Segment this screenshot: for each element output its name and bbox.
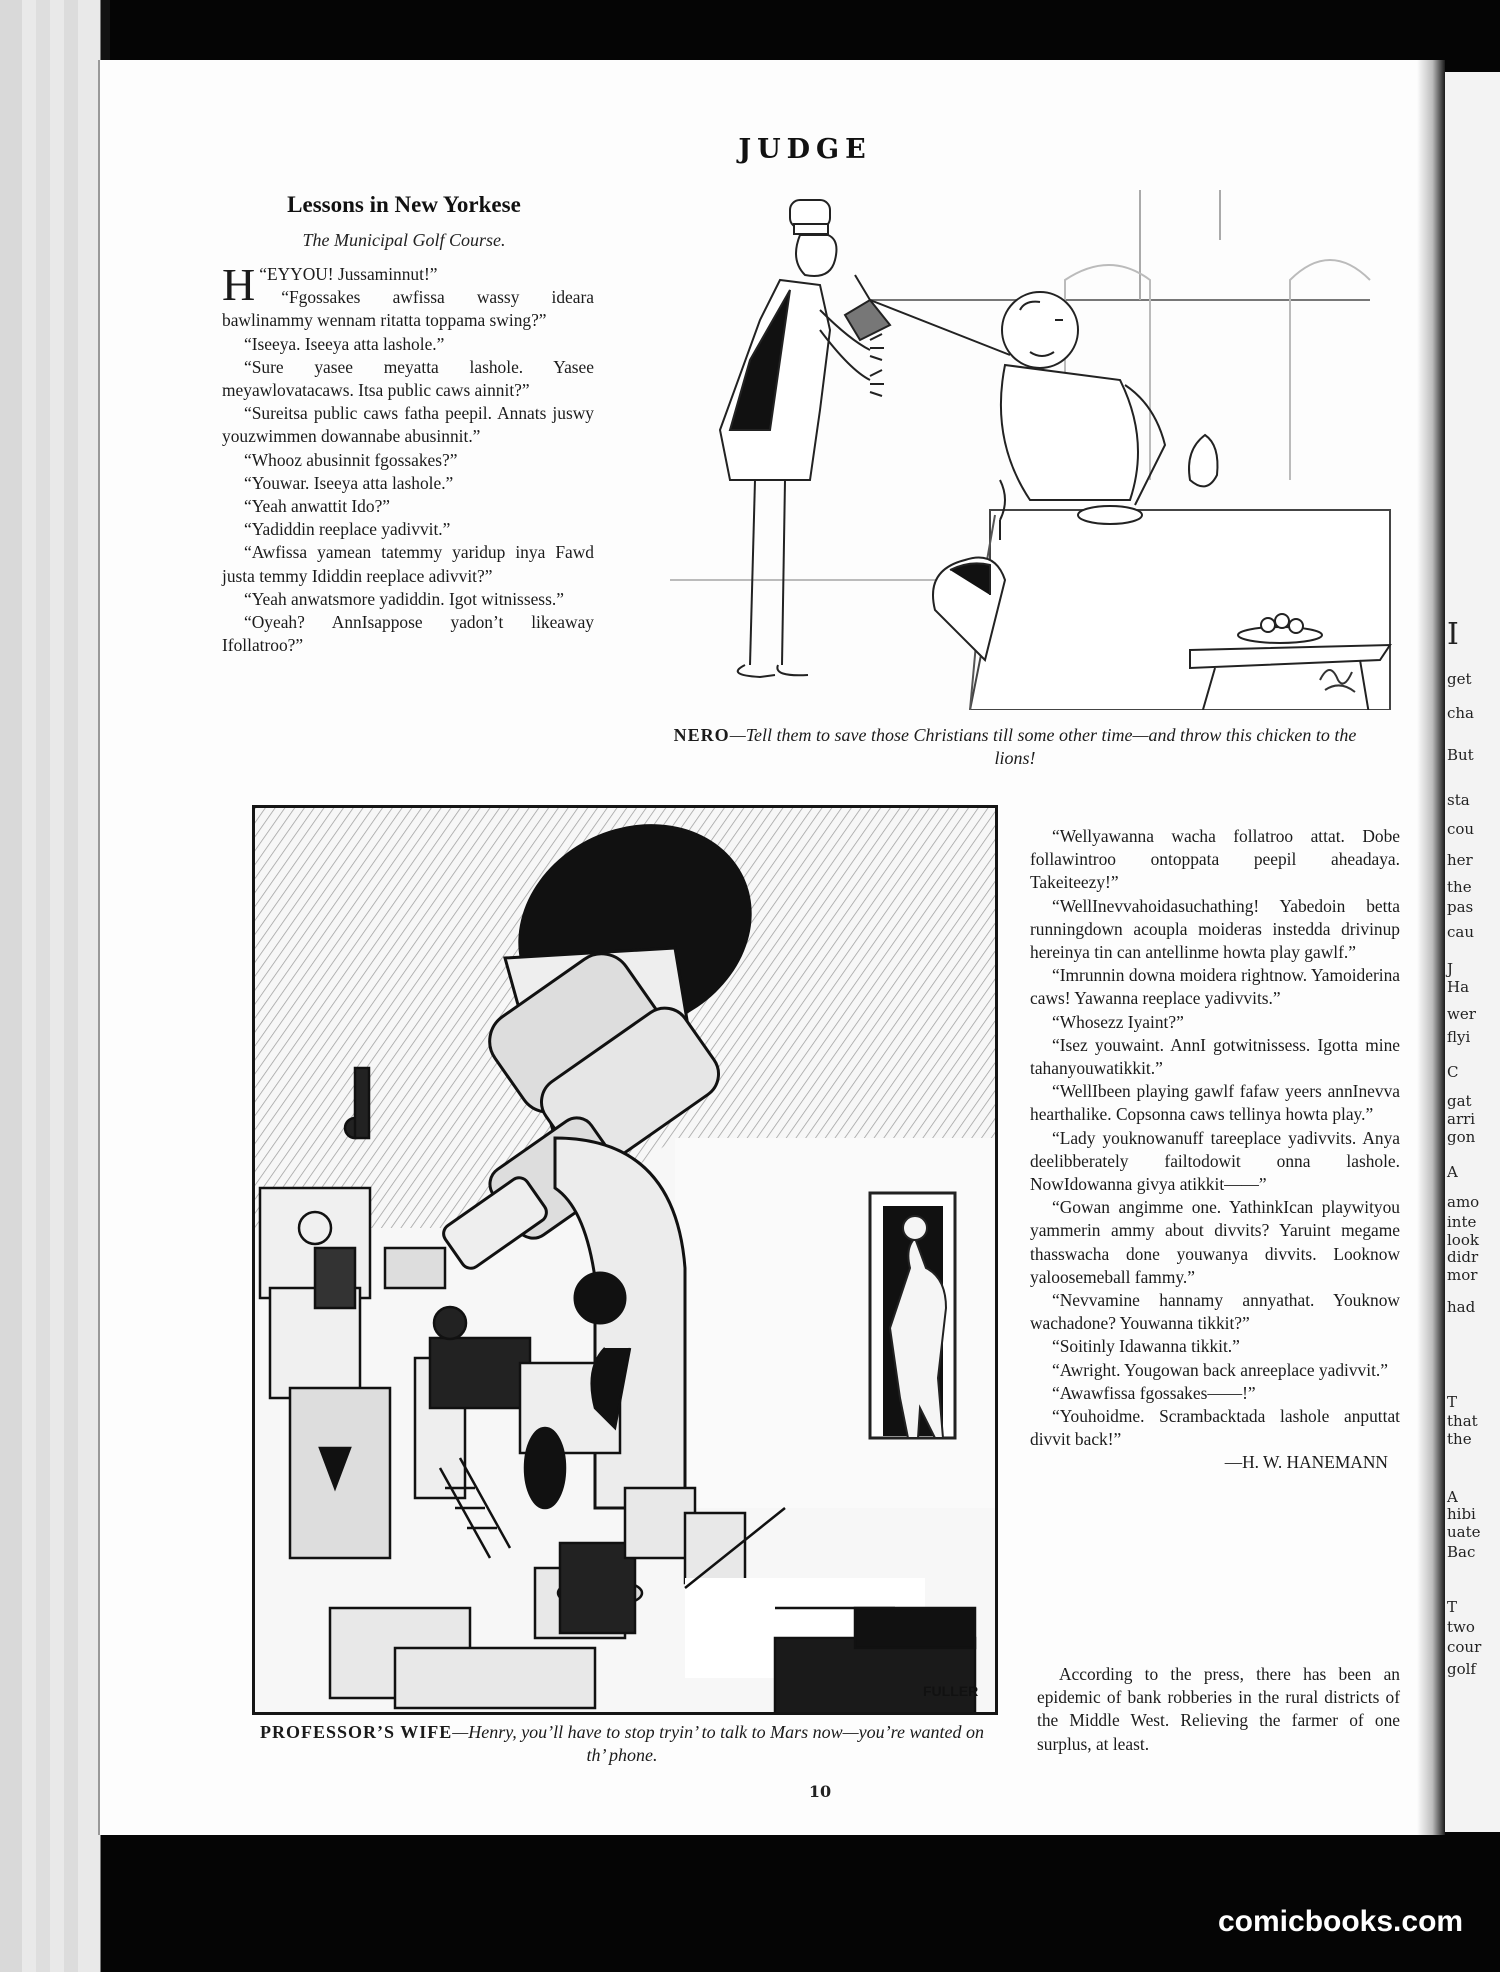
masthead: JUDGE (738, 134, 872, 165)
facing-page-text-fragment: gon (1447, 1128, 1476, 1146)
facing-page-text-fragment: cha (1447, 704, 1475, 722)
caption-text: —Tell them to save those Christians till some other time—and throw this chicken to the lions! (729, 725, 1357, 768)
caption-text: —Henry, you’ll have to stop tryin’ to talk to Mars now—you’re wanted on th’ phone. (452, 1722, 984, 1765)
facing-page-text-fragment: uate (1447, 1523, 1481, 1541)
artist-signature: FULLER (923, 1683, 979, 1699)
paragraph: “Youwar. Iseeya atta lashole.” (244, 472, 454, 493)
paragraph: “Fgossakes awfissa wassy ideara bawlinammy wennam ritatta toppama swing?” (222, 287, 594, 331)
facing-page-text-fragment: cau (1447, 923, 1475, 941)
paragraph: “Sureitsa public caws fatha peepil. Annats juswy youzwimmen dowannabe abusinnit.” (222, 403, 594, 447)
article-title: Lessons in New Yorkese (287, 192, 521, 217)
facing-page-text-fragment: pas (1447, 898, 1474, 916)
facing-page-text-fragment: T (1447, 1393, 1458, 1411)
facing-page-text-fragment: the (1447, 1430, 1472, 1448)
facing-page-text-fragment: C (1447, 1063, 1459, 1081)
paragraph: “Oyeah? AnnIsappose yadon’t likeaway Ifollatroo?” (222, 612, 594, 656)
paragraph: “Awright. Yougowan back anreeplace yadivvit.” (1052, 1359, 1388, 1380)
facing-page-text-fragment: golf (1447, 1660, 1476, 1678)
facing-page-text-fragment: get (1447, 670, 1472, 688)
facing-page-text-fragment: wer (1447, 1005, 1476, 1023)
paragraph: “Sure yasee meyatta lashole. Yasee meyawlovatacaws. Itsa public caws ainnit?” (222, 356, 594, 401)
paragraph: “Wellyawanna wacha follatroo attat. Dobe follawintroo ontoppata peepil aheadaya. Takeiteezy!” (1030, 826, 1400, 893)
facing-page-text-fragment: cou (1447, 820, 1475, 838)
paragraph: “Awfissa yamean tatemmy yaridup inya Fawd justa temmy Ididdin reeplace adivvit?” (222, 542, 594, 586)
facing-page (1445, 72, 1500, 1832)
telescope-cartoon-illustration (255, 808, 995, 1712)
telescope-caption (252, 1721, 992, 1767)
paragraph: “Yeah anwatsmore yadiddin. Igot witnissess.” (244, 588, 564, 609)
paragraph: “Yeah anwattit Ido?” (244, 496, 391, 517)
facing-page-text-fragment: flyi (1447, 1028, 1471, 1046)
facing-page-text-fragment: had (1447, 1298, 1476, 1316)
facing-page-text-fragment: Ha (1447, 978, 1470, 996)
paragraph: “Soitinly Idawanna tikkit.” (1052, 1336, 1240, 1357)
facing-page-text-fragment: gat (1447, 1092, 1472, 1110)
facing-page-text-fragment: But (1447, 746, 1474, 764)
article-subtitle: The Municipal Golf Course. (302, 230, 506, 250)
facing-page-text-fragment: hibi (1447, 1505, 1476, 1523)
paragraph: According to the press, there has been an epidemic of bank robberies in the rural districts of the Middle West. Relieving the farmer of one surplus, at least. (1037, 1664, 1400, 1754)
facing-page-text-fragment: J (1447, 960, 1454, 978)
facing-page-text-fragment: arri (1447, 1110, 1476, 1128)
article-column-2 (1030, 825, 1400, 1475)
nero-cartoon (670, 180, 1395, 710)
paragraph: “WellIbeen playing gawlf fafaw yeers annInevva hearthalike. Copsonna caws tellinya howta play.” (1030, 1081, 1400, 1125)
paragraph: “Yadiddin reeplace yadivvit.” (244, 519, 451, 540)
paragraph: “Lady youknowanuff tareeplace yadivvits. Anya deelibberately failtodowit onna lashole. NowIdowanna givya atikkit——” (1030, 1127, 1400, 1195)
filler-paragraph (1037, 1663, 1400, 1756)
book-gutter (1417, 60, 1445, 1835)
page-number: 10 (808, 1782, 832, 1801)
paragraph: “Iseeya. Iseeya atta lashole.” (244, 333, 445, 354)
drop-cap: H (222, 259, 256, 310)
facing-page-text-fragment: I (1447, 617, 1459, 652)
paragraph: “Gowan angimme one. YathinkIcan playwityou yammerin ammy about divvits? Yaruint megame thasswacha done youwanya divvits. Looknow yaloosemeball fammy.” (1030, 1197, 1400, 1287)
facing-page-text-fragment: A (1447, 1163, 1458, 1181)
caption-speaker: PROFESSOR’S WIFE (260, 1722, 453, 1742)
article-signature: —H. W. HANEMANN (1224, 1452, 1388, 1473)
facing-page-text-fragment: sta (1447, 791, 1470, 809)
facing-page-text-fragment: mor (1447, 1266, 1478, 1284)
paragraph: “Imrunnin downa moidera rightnow. Yamoiderina caws! Yawanna reeplace yadivvits.” (1030, 965, 1400, 1009)
facing-page-text-fragment: two (1447, 1618, 1475, 1636)
facing-page-text-fragment: inte (1447, 1213, 1477, 1231)
paragraph: “Awawfissa fgossakes——!” (1052, 1382, 1256, 1403)
facing-page-text-fragment: A (1447, 1488, 1458, 1506)
watermark-logo: comicbooks.com (1218, 1905, 1464, 1938)
facing-page-text-fragment: didr (1447, 1248, 1479, 1266)
book-page-stack (0, 0, 110, 1800)
facing-page-text-fragment: the (1447, 878, 1472, 896)
paragraph: “EYYOU! Jussaminnut!” (259, 264, 438, 284)
nero-caption (660, 724, 1370, 770)
facing-page-text-fragment: look (1447, 1231, 1479, 1249)
paragraph: “Youhoidme. Scrambacktada lashole anputtat divvit back!” (1030, 1406, 1400, 1450)
facing-page-text-fragment: her (1447, 851, 1473, 869)
paragraph: “Whooz abusinnit fgossakes?” (244, 449, 458, 470)
paragraph: “Isez youwaint. AnnI gotwitnissess. Igotta mine tahanyouwatikkit.” (1030, 1034, 1400, 1079)
caption-speaker: NERO (673, 725, 730, 745)
facing-page-text-fragment: amo (1447, 1193, 1480, 1211)
facing-page-text-fragment: T (1447, 1598, 1458, 1616)
paragraph: “Nevvamine hannamy annyathat. Youknow wachadone? Youwanna tikkit?” (1030, 1290, 1400, 1334)
nero-cartoon-illustration (670, 180, 1395, 710)
facing-page-text-fragment: cour (1447, 1638, 1482, 1656)
paragraph: “Whosezz Iyaint?” (1052, 1011, 1184, 1032)
article-column-1 (222, 259, 594, 657)
facing-page-text-fragment: Bac (1447, 1543, 1476, 1561)
telescope-cartoon (252, 805, 998, 1715)
paragraph: “WellInevvahoidasuchathing! Yabedoin betta runningdown acoupla moideras insteddа drivinup hereinya tin can antellinme howta play gawlf.” (1030, 895, 1400, 963)
facing-page-text-fragment: that (1447, 1412, 1478, 1430)
